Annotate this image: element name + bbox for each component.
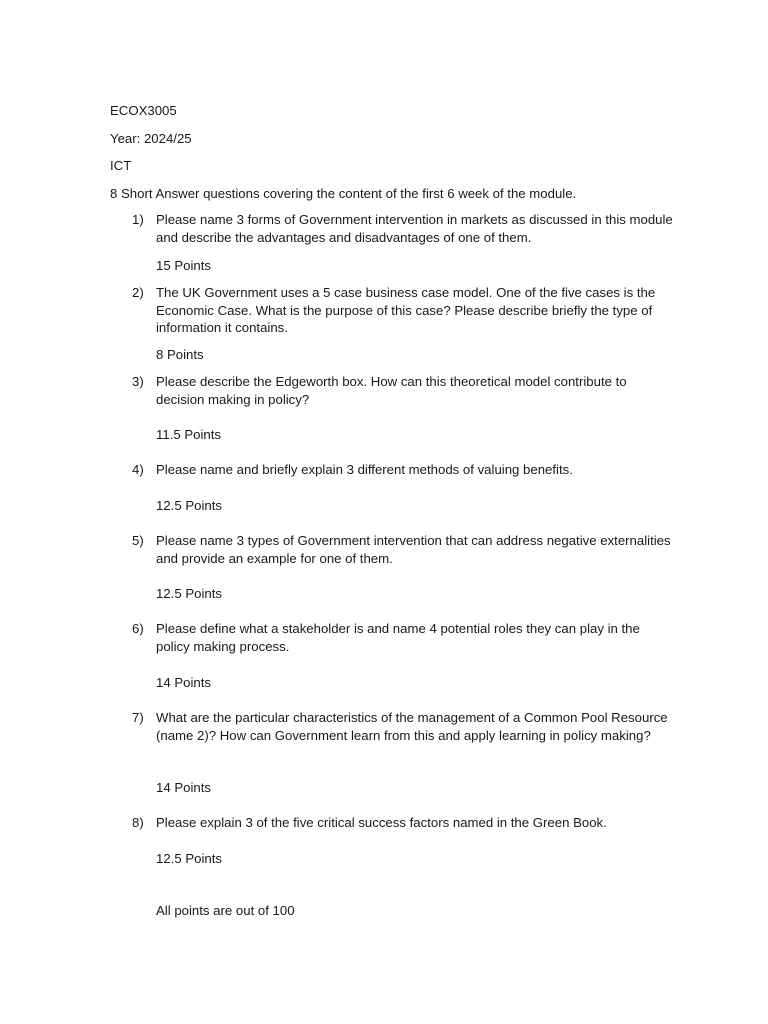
question-text: Please name 3 forms of Government intervention in markets as discussed in this module and describe the advantages and disadvantages of one of them. [156,212,673,245]
intro-text: 8 Short Answer questions covering the content of the first 6 week of the module. [110,186,577,201]
question-text: Please define what a stakeholder is and name 4 potential roles they can play in the policy making process. [156,621,640,654]
question-number: 2) [132,285,144,300]
question-points: 12.5 Points [156,851,222,866]
question-points: 15 Points [156,258,211,273]
academic-year: Year: 2024/25 [110,131,192,146]
question-number: 5) [132,533,144,548]
question-number: 4) [132,462,144,477]
question-text: Please describe the Edgeworth box. How can this theoretical model contribute to decision making in policy? [156,374,627,407]
question-points: 14 Points [156,675,211,690]
question-text: Please explain 3 of the five critical success factors named in the Green Book. [156,815,607,830]
question-number: 7) [132,710,144,725]
question-number: 3) [132,374,144,389]
question-number: 8) [132,815,144,830]
question-text: What are the particular characteristics of the management of a Common Pool Resource (name 2)? How can Government learn from this and apply learning in policy making? [156,710,668,743]
total-points-note: All points are out of 100 [156,903,295,918]
question-number: 6) [132,621,144,636]
question-text: Please name and briefly explain 3 different methods of valuing benefits. [156,462,573,477]
question-points: 11.5 Points [156,427,222,442]
question-text: Please name 3 types of Government intervention that can address negative externalities and provide an example for one of them. [156,533,671,566]
question-text: The UK Government uses a 5 case business case model. One of the five cases is the Economic Case. What is the purpose of this case? Please describe briefly the type of information it contains. [156,285,656,336]
question-points: 12.5 Points [156,586,222,601]
question-number: 1) [132,212,144,227]
course-code: ECOX3005 [110,103,177,118]
question-points: 8 Points [156,347,204,362]
question-points: 12.5 Points [156,498,222,513]
assessment-type: ICT [110,158,132,173]
question-points: 14 Points [156,780,211,795]
